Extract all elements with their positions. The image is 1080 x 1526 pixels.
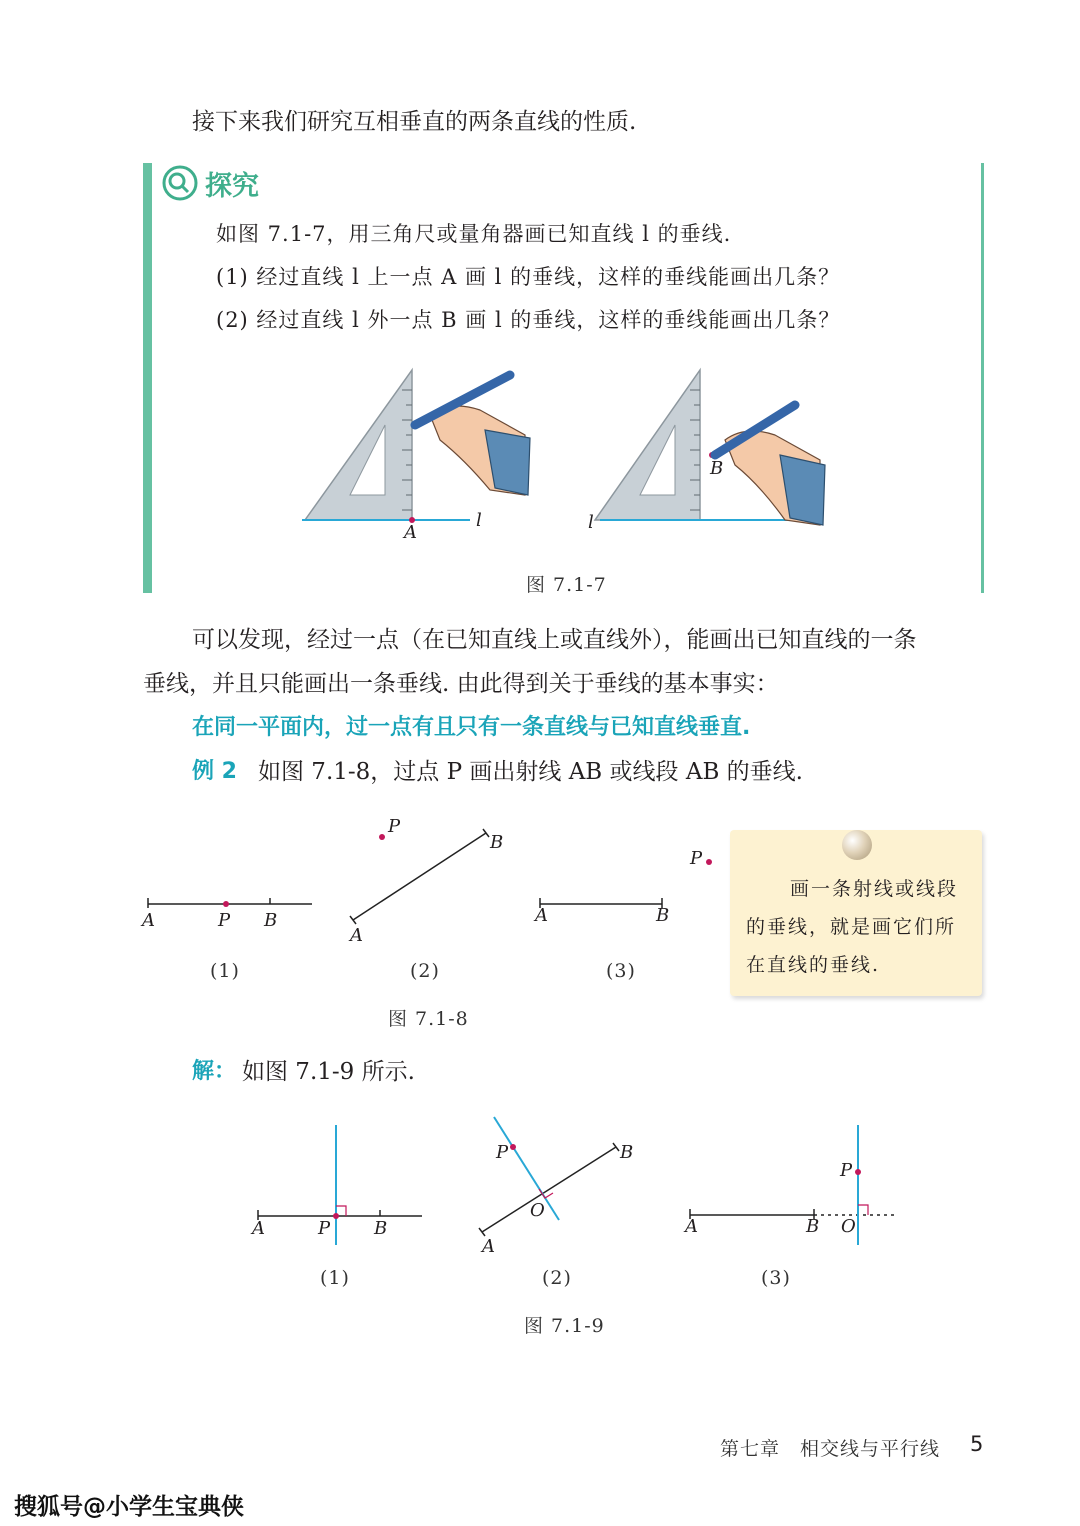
fig9-2-label-b: B: [620, 1142, 634, 1163]
fig9-3-label-o: O: [841, 1216, 856, 1237]
figure-7-1-8-caption: 图 7.1-8: [388, 1008, 469, 1030]
figure-7-1-9-caption: 图 7.1-9: [524, 1315, 605, 1337]
solution-text: 如图 7.1-9 所示.: [242, 1059, 415, 1085]
explore-question-1: (1) 经过直线 l 上一点 A 画 l 的垂线，这样的垂线能画出几条？: [216, 265, 841, 289]
solution-label: 解：: [192, 1059, 237, 1084]
page-number: 5: [970, 1432, 984, 1456]
example-text: 如图 7.1-8，过点 P 画出射线 AB 或线段 AB 的垂线.: [258, 759, 803, 785]
fig9-2-label-a: A: [482, 1236, 495, 1257]
fig8-sub-3: (3): [606, 960, 636, 982]
fig7-label-a: A: [404, 522, 417, 543]
explore-prompt: 如图 7.1-7，用三角尺或量角器画已知直线 l 的垂线.: [216, 222, 732, 246]
fig8-2-label-p: P: [388, 816, 401, 837]
explore-title: 探究: [205, 171, 259, 202]
figure-7-1-8: [140, 820, 720, 960]
fig9-sub-2: (2): [542, 1267, 572, 1289]
set-square-left: [305, 370, 412, 520]
fig8-1-label-a: A: [142, 910, 155, 931]
note-line-2: 的垂线，就是画它们所: [746, 916, 957, 938]
fig9-2-label-p: P: [496, 1142, 509, 1163]
footer-chapter: 第七章 相交线与平行线: [719, 1438, 940, 1460]
fig7-label-b: B: [710, 458, 724, 479]
fig9-1-label-p: P: [318, 1218, 331, 1239]
fig9-sub-1: (1): [320, 1267, 350, 1289]
fig8-3-label-a: A: [535, 905, 548, 926]
discovery-line-1: 可以发现，经过一点（在已知直线上或直线外），能画出已知直线的一条: [192, 627, 917, 653]
explore-icon: [160, 163, 200, 203]
fig7-label-l-right: l: [588, 512, 594, 533]
fig8-sub-2: (2): [410, 960, 440, 982]
fig9-3-label-b: B: [806, 1216, 820, 1237]
watermark-text: 搜狐号@小学生宝典侠: [14, 1494, 244, 1520]
set-square-right: [595, 370, 700, 520]
discovery-line-2: 垂线，并且只能画出一条垂线. 由此得到关于垂线的基本事实：: [143, 671, 779, 697]
basic-fact: 在同一平面内，过一点有且只有一条直线与已知直线垂直.: [192, 715, 751, 740]
fig8-sub-1: (1): [210, 960, 240, 982]
fig8-3-label-p: P: [690, 848, 703, 869]
fig8-1-label-p: P: [218, 910, 231, 931]
explore-left-bar: [143, 163, 152, 593]
fig9-3-label-a: A: [685, 1216, 698, 1237]
intro-text: 接下来我们研究互相垂直的两条直线的性质.: [192, 109, 637, 135]
fig7-label-l-left: l: [476, 510, 482, 531]
fig9-3-label-p: P: [840, 1160, 853, 1181]
fig9-2-label-o: O: [530, 1200, 545, 1221]
note-line-1: 画一条射线或线段: [790, 878, 959, 900]
figure-7-1-7-caption: 图 7.1-7: [526, 574, 607, 596]
fig8-3-label-b: B: [656, 905, 670, 926]
figure-7-1-9: [250, 1115, 900, 1255]
note-line-3: 在直线的垂线.: [746, 954, 881, 976]
fig9-1-label-b: B: [374, 1218, 388, 1239]
figure-7-1-7: [290, 360, 850, 550]
explore-question-2: (2) 经过直线 l 外一点 B 画 l 的垂线，这样的垂线能画出几条？: [216, 308, 841, 332]
explore-right-bar: [981, 163, 984, 593]
pin-icon: [842, 830, 872, 860]
fig8-2-label-b: B: [490, 832, 504, 853]
fig9-1-label-a: A: [252, 1218, 265, 1239]
fig9-sub-3: (3): [761, 1267, 791, 1289]
fig8-1-label-b: B: [264, 910, 278, 931]
example-label: 例 2: [192, 759, 237, 784]
fig8-2-label-a: A: [350, 925, 363, 946]
